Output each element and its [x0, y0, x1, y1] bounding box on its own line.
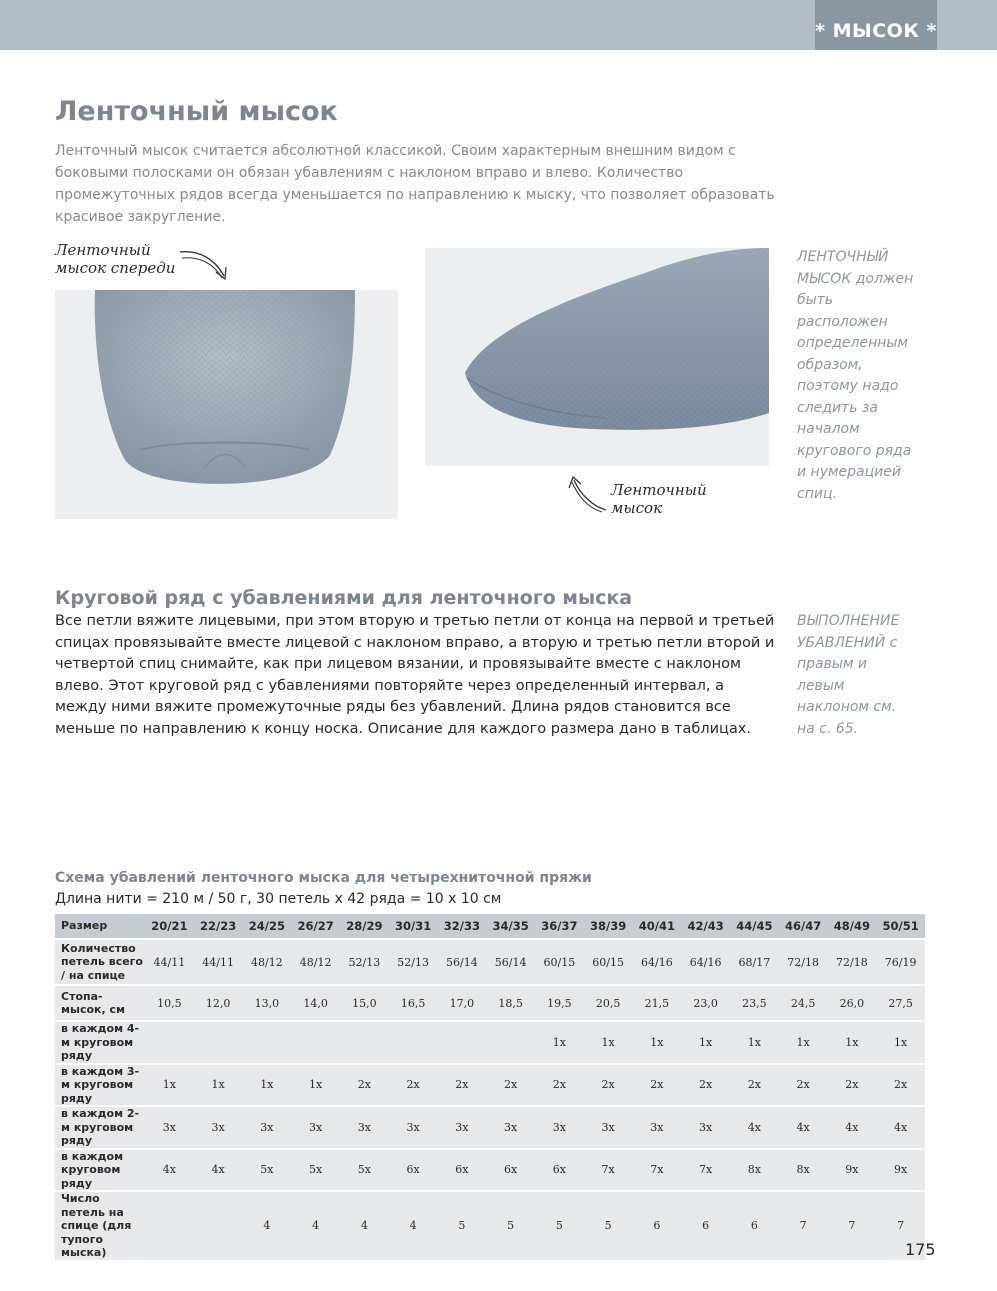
row-label: в каждом круговом ряду	[55, 1149, 145, 1192]
row-label: Стопа-мысок, см	[55, 985, 145, 1021]
photo-toe-front	[55, 290, 398, 519]
table-cell: 5	[584, 1191, 633, 1261]
table-cell: 18,5	[486, 985, 535, 1021]
photo-label-front-line2: мысок спереди	[55, 259, 176, 277]
table-cell: 3x	[681, 1106, 730, 1149]
size-header: 50/51	[876, 914, 925, 939]
table-cell: 5x	[340, 1149, 389, 1192]
size-header: 34/35	[486, 914, 535, 939]
table-header-row	[55, 914, 925, 939]
table-cell: 2x	[438, 1064, 487, 1107]
table-cell: 72/18	[779, 939, 828, 985]
table-cell: 2x	[584, 1064, 633, 1107]
intro-paragraph: Ленточный мысок считается абсолютной классикой. Своим характерным внешним видом с боковыми полосками он обязан убавлениям с наклоном вправо и влево. Количество промежуточных рядов всегда уменьшается по направлению к мыску, что позволяет образовать красивое закругление.	[55, 143, 775, 225]
table-cell: 6	[633, 1191, 682, 1261]
table-cell: 2x	[876, 1064, 925, 1107]
table-cell: 7x	[584, 1149, 633, 1192]
table-row	[55, 1191, 925, 1261]
photo-label-side-line2: мысок	[611, 499, 663, 517]
table-cell: 19,5	[535, 985, 584, 1021]
table-cell: 24,5	[779, 985, 828, 1021]
table-cell: 13,0	[243, 985, 292, 1021]
table-title: Схема убавлений ленточного мыска для четырехниточной пряжи	[55, 870, 592, 886]
table-row	[55, 939, 925, 985]
table-cell	[438, 1021, 487, 1064]
table-cell: 4x	[730, 1106, 779, 1149]
table-cell: 72/18	[828, 939, 877, 985]
table-cell: 21,5	[633, 985, 682, 1021]
size-header: 22/23	[194, 914, 243, 939]
table-cell: 3x	[486, 1106, 535, 1149]
table-cell: 4x	[779, 1106, 828, 1149]
photo-toe-side	[425, 248, 769, 466]
table-row	[55, 1021, 925, 1064]
table-row	[55, 1106, 925, 1149]
table-cell: 2x	[633, 1064, 682, 1107]
table-cell: 3x	[291, 1106, 340, 1149]
table-cell: 3x	[340, 1106, 389, 1149]
table-cell: 7x	[633, 1149, 682, 1192]
body-paragraph: Все петли вяжите лицевыми, при этом вторую и третью петли от конца на первой и третьей спицах провязывайте вместе лицевой с наклоном вправо, а вторую и третью петли второй и четвертой спиц снимайте, как при лицевом вязании, и провязывайте вместе с наклоном влево. Этот круговой ряд с убавлениями повторяйте через определенный интервал, а между ними вяжите промежуточные ряды без убавлений. Длина рядов становится все меньше по направлению к концу носка. Описание для каждого размера дано в таблицах.	[55, 613, 775, 737]
table-cell: 6x	[438, 1149, 487, 1192]
table-cell: 1x	[730, 1021, 779, 1064]
table-cell: 4x	[828, 1106, 877, 1149]
section-tag: * МЫСОК *	[815, 0, 937, 50]
table-cell: 1x	[584, 1021, 633, 1064]
table-cell: 8x	[730, 1149, 779, 1192]
sidebar-note-2: ВЫПОЛНЕНИЕ УБАВЛЕНИЙ с правым и левым наклоном см. на с. 65.	[797, 613, 900, 737]
decrease-table	[55, 914, 925, 1262]
table-cell: 5x	[243, 1149, 292, 1192]
table-cell: 2x	[779, 1064, 828, 1107]
size-header: 44/45	[730, 914, 779, 939]
table-cell: 60/15	[584, 939, 633, 985]
table-cell	[194, 1021, 243, 1064]
table-cell: 52/13	[389, 939, 438, 985]
size-header: 28/29	[340, 914, 389, 939]
table-cell: 7	[779, 1191, 828, 1261]
table-cell	[243, 1021, 292, 1064]
table-cell: 17,0	[438, 985, 487, 1021]
table-cell: 9x	[876, 1149, 925, 1192]
table-cell: 26,0	[828, 985, 877, 1021]
table-cell: 8x	[779, 1149, 828, 1192]
arrow-icon	[176, 246, 234, 284]
row-label: в каждом 2-м круговом ряду	[55, 1106, 145, 1149]
table-cell: 10,5	[145, 985, 194, 1021]
table-cell: 5	[486, 1191, 535, 1261]
table-cell	[194, 1191, 243, 1261]
table-cell: 2x	[681, 1064, 730, 1107]
table-cell: 48/12	[243, 939, 292, 985]
table-cell: 5	[438, 1191, 487, 1261]
size-header: 42/43	[681, 914, 730, 939]
size-header: 46/47	[779, 914, 828, 939]
table-cell: 2x	[828, 1064, 877, 1107]
size-header: 40/41	[633, 914, 682, 939]
table-cell: 64/16	[633, 939, 682, 985]
table-cell: 44/11	[194, 939, 243, 985]
size-header: 32/33	[438, 914, 487, 939]
table-cell: 2x	[486, 1064, 535, 1107]
size-header: 20/21	[145, 914, 194, 939]
table-cell	[486, 1021, 535, 1064]
table-cell: 5x	[291, 1149, 340, 1192]
table-cell: 3x	[438, 1106, 487, 1149]
table-cell: 6x	[486, 1149, 535, 1192]
page-title: Ленточный мысок	[55, 96, 338, 127]
table-cell	[145, 1191, 194, 1261]
table-cell: 1x	[145, 1064, 194, 1107]
table-row	[55, 985, 925, 1021]
table-cell: 2x	[730, 1064, 779, 1107]
table-cell: 7	[876, 1191, 925, 1261]
photo-label-side	[611, 481, 707, 517]
table-cell: 1x	[535, 1021, 584, 1064]
row-label: в каждом 4-м круговом ряду	[55, 1021, 145, 1064]
table-cell: 1x	[633, 1021, 682, 1064]
table-cell: 60/15	[535, 939, 584, 985]
table-cell: 3x	[145, 1106, 194, 1149]
table-cell: 23,5	[730, 985, 779, 1021]
table-cell	[340, 1021, 389, 1064]
table-cell: 6	[730, 1191, 779, 1261]
table-cell: 2x	[389, 1064, 438, 1107]
table-cell: 23,0	[681, 985, 730, 1021]
photo-label-front	[55, 241, 175, 277]
table-cell: 48/12	[291, 939, 340, 985]
table-cell: 7	[828, 1191, 877, 1261]
table-row	[55, 1064, 925, 1107]
size-header: 30/31	[389, 914, 438, 939]
table-cell: 2x	[340, 1064, 389, 1107]
sidebar-note-1: ЛЕНТОЧНЫЙ МЫСОК должен быть расположен определенным образом, поэтому надо следить за началом кругового ряда и нумерацией спиц.	[797, 249, 914, 502]
table-cell: 2x	[535, 1064, 584, 1107]
table-cell: 3x	[194, 1106, 243, 1149]
table-cell: 44/11	[145, 939, 194, 985]
table-header-label: Размер	[55, 914, 145, 939]
table-cell: 15,0	[340, 985, 389, 1021]
table-cell: 7x	[681, 1149, 730, 1192]
table-cell: 1x	[194, 1064, 243, 1107]
table-cell	[389, 1021, 438, 1064]
size-header: 36/37	[535, 914, 584, 939]
arrow-icon	[566, 474, 612, 514]
table-cell: 4	[243, 1191, 292, 1261]
table-cell: 5	[535, 1191, 584, 1261]
table-cell: 56/14	[438, 939, 487, 985]
table-cell: 14,0	[291, 985, 340, 1021]
table-cell: 64/16	[681, 939, 730, 985]
table-subtitle: Длина нити = 210 м / 50 г, 30 петель х 42 ряда = 10 х 10 см	[55, 891, 502, 907]
table-cell: 6x	[389, 1149, 438, 1192]
table-cell: 1x	[243, 1064, 292, 1107]
table-cell: 3x	[584, 1106, 633, 1149]
table-cell: 1x	[828, 1021, 877, 1064]
table-cell: 1x	[876, 1021, 925, 1064]
table-cell: 68/17	[730, 939, 779, 985]
row-label: Количество петель всего / на спице	[55, 939, 145, 985]
table-cell: 1x	[291, 1064, 340, 1107]
section-title: Круговой ряд с убавлениями для ленточного мыска	[55, 587, 633, 609]
table-cell: 4x	[145, 1149, 194, 1192]
row-label: Число петель на спице (для тупого мыска)	[55, 1191, 145, 1261]
table-cell: 27,5	[876, 985, 925, 1021]
table-cell: 4x	[876, 1106, 925, 1149]
table-cell: 56/14	[486, 939, 535, 985]
table-cell	[291, 1021, 340, 1064]
table-cell: 3x	[243, 1106, 292, 1149]
photo-label-front-line1: Ленточный	[55, 241, 151, 259]
table-cell: 20,5	[584, 985, 633, 1021]
size-header: 24/25	[243, 914, 292, 939]
size-header: 48/49	[828, 914, 877, 939]
table-cell: 76/19	[876, 939, 925, 985]
table-cell: 4x	[194, 1149, 243, 1192]
table-cell: 1x	[779, 1021, 828, 1064]
table-cell: 6x	[535, 1149, 584, 1192]
table-cell: 12,0	[194, 985, 243, 1021]
table-cell: 52/13	[340, 939, 389, 985]
table-cell: 3x	[389, 1106, 438, 1149]
table-cell: 1x	[681, 1021, 730, 1064]
table-cell: 6	[681, 1191, 730, 1261]
table-cell: 16,5	[389, 985, 438, 1021]
table-cell: 4	[340, 1191, 389, 1261]
page-number: 175	[905, 1240, 936, 1259]
photo-label-side-line1: Ленточный	[611, 481, 707, 499]
table-cell: 4	[291, 1191, 340, 1261]
table-row	[55, 1149, 925, 1192]
table-cell: 3x	[633, 1106, 682, 1149]
row-label: в каждом 3-м круговом ряду	[55, 1064, 145, 1107]
size-header: 38/39	[584, 914, 633, 939]
table-cell: 3x	[535, 1106, 584, 1149]
table-cell: 4	[389, 1191, 438, 1261]
size-header: 26/27	[291, 914, 340, 939]
table-cell: 9x	[828, 1149, 877, 1192]
table-cell	[145, 1021, 194, 1064]
